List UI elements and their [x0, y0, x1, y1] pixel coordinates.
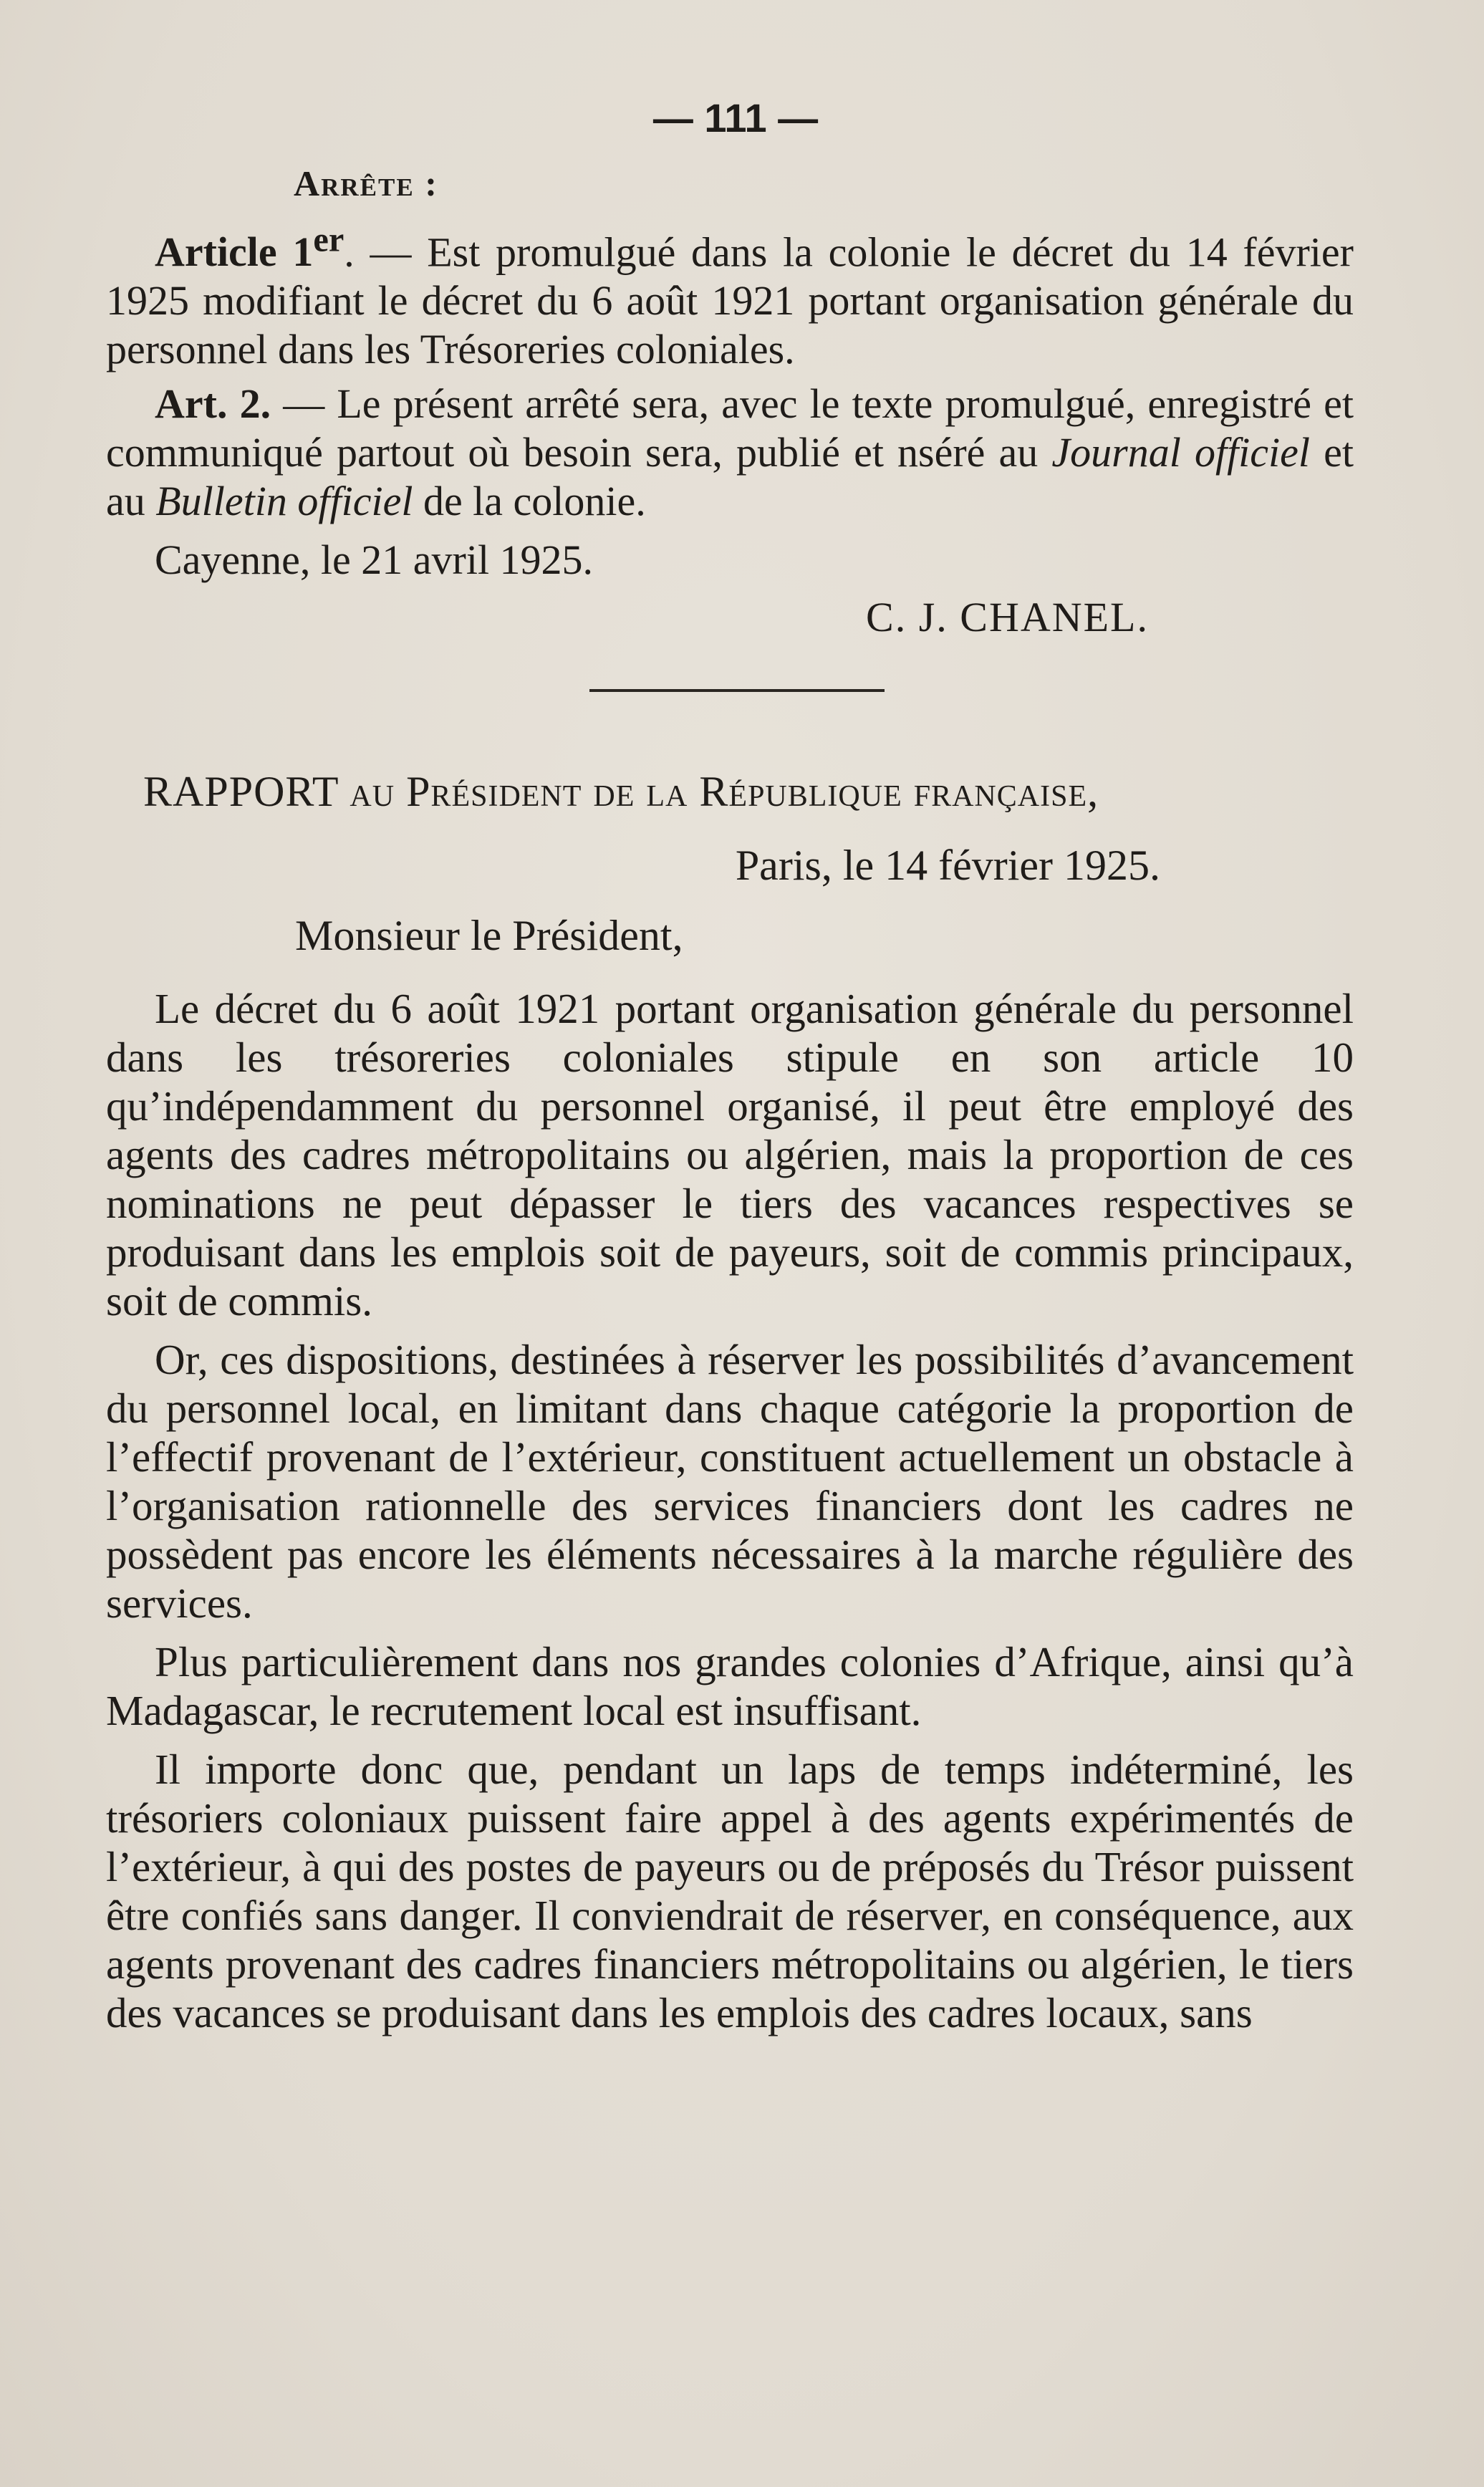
article-2	[106, 380, 1354, 526]
rapport-paragraph-1: Le décret du 6 août 1921 portant organisation générale du personnel dans les trésoreries coloniales stipule en son article 10 qu’indépendamment du personnel organisé, il peut être employé des agents des cadres métropolitains ou algérien, mais la proportion de ces nominations ne peut dépasser le tiers des vacances respectives se produisant dans les emplois soit de payeurs, soit de commis principaux, soit de commis.	[106, 985, 1354, 1325]
article-2-text-b: et au	[106, 429, 1354, 525]
text-column	[106, 86, 1354, 2046]
article-2-text-a: — Le présent arrêté sera, avec le texte promulgué, enregistré et communiqué partout où besoin sera, publié et nséré au	[106, 380, 1354, 476]
article-1-sup: er	[313, 221, 344, 259]
journal-officiel: Journal officiel	[1051, 429, 1311, 476]
cayenne-dateline: Cayenne, le 21 avril 1925.	[155, 537, 594, 584]
rapport-title: RAPPORT au Président de la République française,	[143, 768, 1099, 816]
separator-rule	[589, 689, 885, 692]
rapport-body	[106, 984, 1354, 2037]
bulletin-officiel: Bulletin officiel	[155, 478, 413, 525]
page-number: — 111 —	[652, 95, 819, 140]
rapport-date: Paris, le 14 février 1925.	[735, 842, 1160, 890]
arrete-heading: Arrête :	[294, 163, 438, 203]
rapport-paragraph-4: Il importe donc que, pendant un laps de temps indéterminé, les trésoriers coloniaux puissent faire appel à des agents expérimentés de l’extérieur, à qui des postes de payeurs ou de préposés du Trésor puissent être confiés sans danger. Il conviendrait de réserver, en conséquence, aux agents provenant des cadres financiers métropolitains ou algérien, le tiers des vacances se produisant dans les emplois des cadres locaux, sans	[106, 1746, 1354, 2037]
article-2-label: Art. 2.	[155, 380, 271, 428]
article-2-text-c: de la colonie.	[413, 478, 646, 525]
article-1-text: . — Est promulgué dans la colonie le décret du 14 février 1925 modifiant le décret du 6 août 1921 portant organisation générale du personnel dans les Trésoreries coloniales.	[106, 229, 1354, 373]
rapport-paragraph-3: Plus particulièrement dans nos grandes colonies d’Afrique, ainsi qu’à Madagascar, le recrutement local est insuffisant.	[106, 1638, 1354, 1735]
article-1-label: Article 1er	[155, 221, 344, 276]
rapport-paragraph-2: Or, ces dispositions, destinées à réserver les possibilités d’avancement du personnel local, en limitant dans chaque catégorie la proportion de l’effectif provenant de l’extérieur, constituent actuellement un obstacle à l’organisation rationnelle des services financiers dont les cadres ne possèdent pas encore les éléments nécessaires à la marche régulière des services.	[106, 1336, 1354, 1627]
article-1	[106, 216, 1354, 374]
signature: C. J. CHANEL.	[866, 594, 1149, 641]
salutation: Monsieur le Président,	[295, 912, 683, 960]
